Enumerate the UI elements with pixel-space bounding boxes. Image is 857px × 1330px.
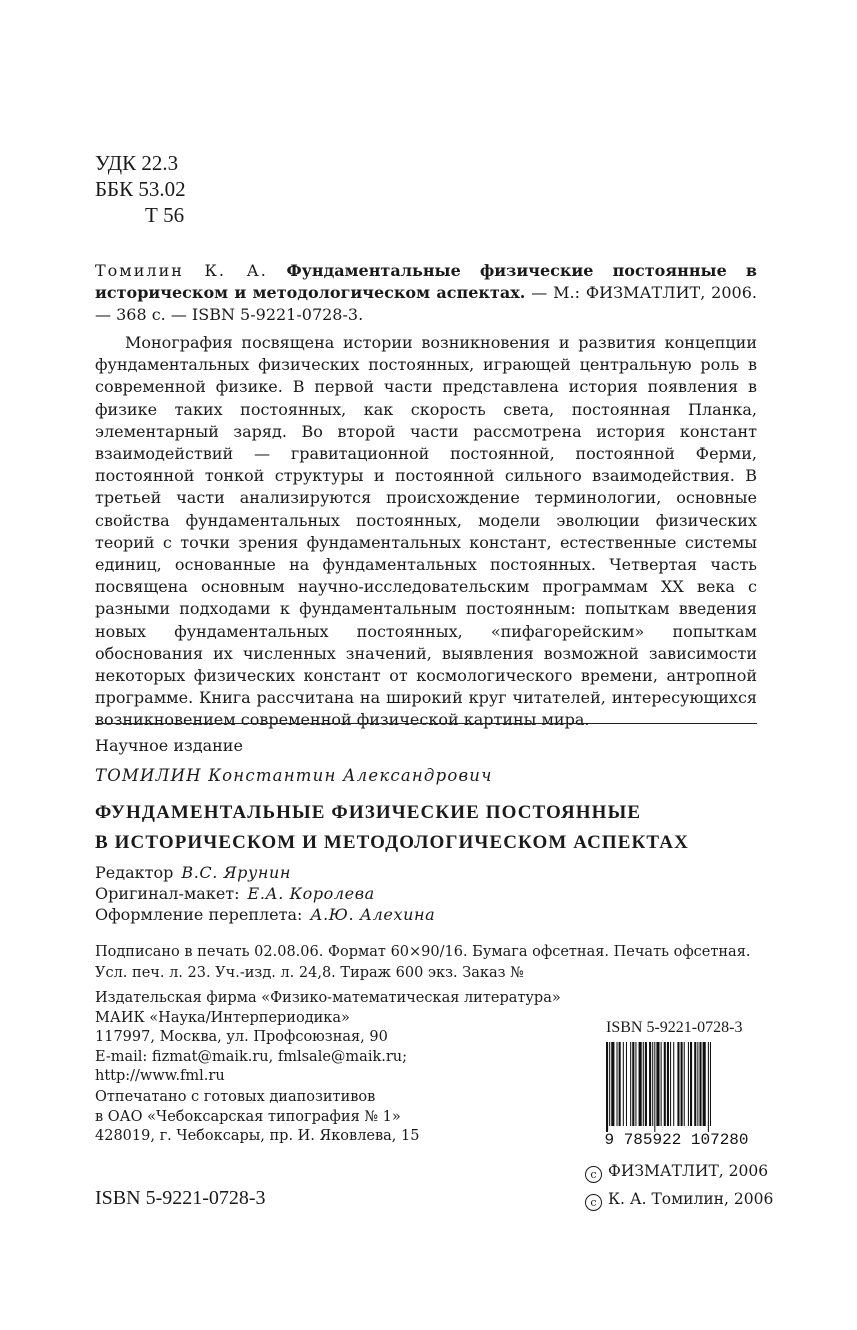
barcode-bar (677, 1042, 679, 1126)
book-title-line-2: В ИСТОРИЧЕСКОМ И МЕТОДОЛОГИЧЕСКОМ АСПЕКТАХ (95, 832, 689, 853)
barcode-bar (630, 1042, 631, 1126)
copyright-publisher (585, 1162, 768, 1183)
staff-role: Редактор (95, 863, 174, 882)
copyright-icon: c (585, 1166, 602, 1183)
staff-name: А.Ю. Алехина (310, 905, 436, 924)
barcode-bar (667, 1042, 669, 1126)
print-details-line-1: Подписано в печать 02.08.06. Формат 60×90/16. Бумага офсетная. Печать офсетная. (95, 944, 751, 960)
barcode-bar (694, 1042, 696, 1126)
barcode-bar (688, 1042, 689, 1126)
barcode-bar (619, 1042, 621, 1126)
barcode-bar (609, 1042, 610, 1126)
barcode-bar (699, 1042, 701, 1126)
barcode-bar (649, 1042, 651, 1126)
isbn-bottom: ISBN 5-9221-0728-3 (95, 1187, 266, 1209)
book-title-line-1: ФУНДАМЕНТАЛЬНЫЕ ФИЗИЧЕСКИЕ ПОСТОЯННЫЕ (95, 802, 642, 823)
staff-role: Оформление переплета: (95, 905, 303, 924)
barcode-bar (681, 1042, 683, 1126)
barcode-bar (670, 1042, 671, 1126)
barcode-bar (623, 1042, 624, 1126)
copyright-author (585, 1190, 773, 1211)
printer-line-1: Отпечатано с готовых диапозитивов (95, 1089, 376, 1105)
print-details-line-2: Усл. печ. л. 23. Уч.-изд. л. 24,8. Тираж 600 экз. Заказ № (95, 965, 524, 981)
barcode-isbn-label: ISBN 5-9221-0728-3 (606, 1019, 743, 1036)
barcode-bar (673, 1042, 674, 1126)
barcode-bar (697, 1042, 698, 1126)
barcode-bar (684, 1042, 685, 1126)
author-mark: Т 56 (145, 203, 185, 227)
copyright-author-text: К. А. Томилин, 2006 (608, 1190, 774, 1208)
edition-kind: Научное издание (95, 736, 243, 755)
printer-info (95, 1088, 419, 1147)
barcode-bar (710, 1042, 711, 1126)
author-full-name: ТОМИЛИН Константин Александрович (95, 766, 493, 785)
staff-row-editor (95, 862, 435, 883)
biblio-title: Фундаментальные физические постоянные в историческом и методологическом аспектах. (95, 261, 757, 302)
copyright-icon: c (585, 1194, 602, 1211)
copyright-publisher-text: ФИЗМАТЛИТ, 2006 (608, 1162, 769, 1180)
classification-block (95, 150, 186, 228)
barcode-bar (654, 1042, 655, 1132)
publisher-website: http://www.fml.ru (95, 1068, 225, 1084)
printer-address: 428019, г. Чебоксары, пр. И. Яковлева, 15 (95, 1128, 420, 1144)
barcode-bar (664, 1042, 666, 1126)
staff-row-cover (95, 904, 435, 925)
barcode-bar (645, 1042, 647, 1126)
publisher-address: 117997, Москва, ул. Профсоюзная, 90 (95, 1029, 388, 1045)
barcode-bar (635, 1042, 636, 1126)
barcode-bar (661, 1042, 662, 1126)
staff-credits (95, 862, 435, 925)
publisher-info (95, 989, 561, 1087)
barcode-bar (708, 1042, 709, 1132)
barcode-digits: 9 785922 107280 (604, 1131, 749, 1149)
staff-row-layout (95, 883, 435, 904)
bbk-code: ББК 53.02 (95, 177, 186, 201)
barcode-bar (639, 1042, 642, 1126)
abstract-text: Монография посвящена истории возникновения и развития концепции фундаментальных физических постоянных, играющей центральную роль в современной физике. В первой части представлена история появления в физике таких постоянных, как скорость света, постоянная Планка, элементарный заряд. Во второй части рассмотрена история констант взаимодействий — гравитационной постоянной, постоянной Ферми, постоянной тонкой структуры и постоянной сильного взаимодействия. В третьей части анализируются происхождение терминологии, основные свойства фундаментальных постоянных, модели эволюции физических теорий с точки зрения фундаментальных констант, естественные системы единиц, основанные на фундаментальных постоянных. Четвертая часть посвящена основным научно-исследовательским программам XX века с разными подходами к фундаментальным постоянным: попыткам введения новых фундаментальных постоянных, «пифагорейским» попыткам обоснования их численных значений, выявления возможной зависимости некоторых физических констант от космологического времени, антропной программе. Книга рассчитана на широкий круг читателей, интересующихся возникновением современной физической картины мира. (95, 333, 757, 730)
barcode-bar (656, 1042, 659, 1126)
biblio-author: Томилин К. А. (95, 261, 268, 280)
barcode-bar (606, 1042, 608, 1132)
barcode-bar (632, 1042, 634, 1126)
publisher-line-2: МАИК «Наука/Интерпериодика» (95, 1009, 350, 1026)
barcode-bar (617, 1042, 618, 1126)
barcode-bar (690, 1042, 692, 1126)
divider (95, 723, 757, 724)
barcode-bar (652, 1042, 653, 1126)
print-details (95, 942, 750, 984)
publisher-email: E-mail: fizmat@maik.ru, fmlsale@maik.ru; (95, 1048, 408, 1065)
udk-code: УДК 22.3 (95, 151, 179, 175)
staff-name: В.С. Ярунин (181, 863, 292, 882)
barcode-bar (611, 1042, 614, 1126)
staff-role: Оригинал-макет: (95, 884, 240, 903)
biblio-details: — М.: ФИЗМАТЛИТ, 2006. — 368 с. — ISBN 5-9221-0728-3. (95, 283, 757, 324)
barcode-bar (703, 1042, 706, 1126)
printer-line-2: в ОАО «Чебоксарская типография № 1» (95, 1108, 401, 1125)
bibliographic-record (95, 260, 757, 326)
isbn-barcode (596, 1040, 757, 1150)
publisher-line-1: Издательская фирма «Физико-математическая литература» (95, 990, 561, 1006)
barcode-bar (626, 1042, 627, 1126)
book-title (95, 798, 689, 858)
barcode-bar (643, 1042, 644, 1126)
staff-name: Е.А. Королева (247, 884, 375, 903)
